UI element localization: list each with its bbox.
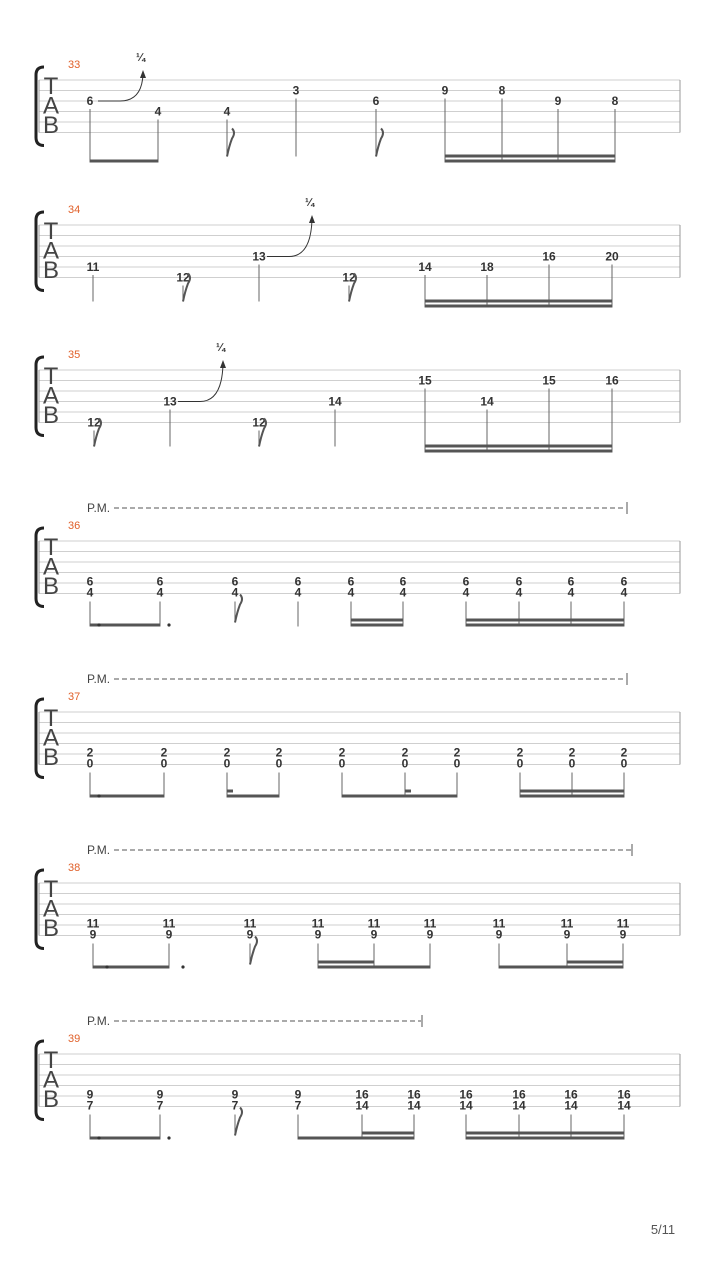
chord-fret-upper: 6 (156, 574, 164, 589)
palm-mute-label: P.M. (87, 501, 111, 515)
chord-fret-lower: 4 (567, 585, 575, 600)
note-beam (466, 624, 624, 627)
fret-number: 9 (554, 94, 562, 108)
fret-number: 20 (605, 249, 619, 264)
chord-fret-upper: 16 (355, 1087, 369, 1102)
note-beam (227, 795, 279, 798)
tab-clef-letter: T (43, 1047, 59, 1074)
chord-fret-lower: 4 (462, 585, 470, 600)
chord-fret-upper: 6 (620, 574, 628, 589)
tab-clef-letter: A (42, 1066, 60, 1094)
fret-number: 12 (252, 415, 266, 430)
chord-fret-upper: 6 (347, 574, 355, 589)
fret-number: 8 (611, 94, 619, 108)
tab-clef-letter: T (43, 705, 59, 732)
tab-clef-letter: B (42, 744, 60, 771)
tab-clef-letter: T (43, 73, 59, 100)
chord-fret-upper: 9 (294, 1087, 302, 1102)
chord-fret-upper: 2 (516, 745, 524, 760)
measure-number: 34 (68, 204, 81, 216)
chord-fret-upper: 16 (564, 1087, 578, 1102)
chord-fret-upper: 6 (515, 574, 523, 589)
chord-fret-lower: 0 (453, 756, 461, 771)
chord-fret-lower: 9 (563, 927, 571, 942)
chord-fret-lower: 4 (620, 585, 628, 600)
chord-fret-lower: 9 (495, 927, 503, 942)
chord-fret-lower: 14 (355, 1098, 369, 1113)
tab-clef-letter: B (42, 915, 60, 942)
bend-amount: ¼ (305, 197, 315, 209)
rhythm-dot (167, 1136, 170, 1139)
note-beam-stub (227, 790, 233, 793)
bend-amount: ¼ (216, 342, 226, 354)
chord-fret-upper: 2 (620, 745, 628, 760)
tab-clef-letter: A (42, 895, 60, 923)
rhythm-dot (167, 623, 170, 626)
note-beam (520, 795, 624, 798)
fret-number: 18 (480, 260, 494, 274)
chord-fret-upper: 11 (560, 916, 574, 931)
bend-amount: ¼ (136, 52, 146, 64)
note-beam (466, 1137, 624, 1140)
fret-number: 9 (441, 83, 449, 98)
tab-clef-letter: T (43, 363, 59, 390)
note-beam (318, 966, 430, 969)
chord-fret-lower: 9 (165, 927, 173, 942)
note-beam (298, 1137, 414, 1140)
note-beam (362, 1132, 414, 1135)
note-beam (425, 305, 612, 308)
rhythm-dot (97, 623, 100, 626)
chord-fret-upper: 9 (86, 1087, 94, 1102)
chord-fret-upper: 2 (160, 745, 168, 760)
fret-number: 8 (498, 83, 506, 98)
chord-fret-lower: 7 (294, 1098, 302, 1113)
chord-fret-lower: 9 (370, 927, 378, 942)
note-beam (425, 450, 612, 453)
tab-clef-letter: A (42, 382, 60, 410)
note-beam (499, 966, 623, 969)
chord-fret-lower: 9 (314, 927, 322, 942)
note-beam (90, 160, 158, 163)
palm-mute-label: P.M. (87, 843, 111, 857)
fret-number: 13 (252, 249, 266, 264)
chord-fret-lower: 0 (338, 756, 346, 771)
note-beam (342, 795, 457, 798)
chord-fret-upper: 2 (453, 745, 461, 760)
chord-fret-upper: 6 (294, 574, 302, 589)
chord-fret-upper: 6 (399, 574, 407, 589)
chord-fret-lower: 4 (156, 585, 164, 600)
chord-fret-lower: 14 (407, 1098, 421, 1113)
chord-fret-upper: 6 (86, 574, 94, 589)
fret-number: 13 (163, 394, 177, 409)
measure-number: 38 (68, 862, 81, 874)
chord-fret-lower: 0 (275, 756, 283, 771)
tab-clef-letter: T (43, 218, 59, 245)
fret-number: 12 (342, 270, 356, 285)
measure-number: 33 (68, 59, 81, 71)
tab-clef-letter: A (42, 553, 60, 581)
chord-fret-lower: 4 (515, 585, 523, 600)
bend-curve (98, 74, 143, 101)
fret-number: 4 (154, 104, 162, 119)
tab-clef-letter: A (42, 92, 60, 120)
chord-fret-upper: 2 (568, 745, 576, 760)
chord-fret-lower: 4 (347, 585, 355, 600)
note-beam (425, 445, 612, 448)
fret-number: 6 (86, 94, 94, 108)
fret-number: 16 (605, 373, 619, 388)
measure-number: 37 (68, 691, 81, 703)
tab-clef-letter: B (42, 402, 60, 429)
chord-fret-lower: 0 (86, 756, 94, 771)
chord-fret-upper: 6 (567, 574, 575, 589)
fret-number: 3 (292, 83, 300, 98)
note-beam (445, 155, 615, 158)
fret-number: 6 (372, 94, 380, 108)
chord-fret-upper: 16 (407, 1087, 421, 1102)
tab-clef-letter: T (43, 876, 59, 903)
bend-arrowhead (309, 215, 315, 223)
rhythm-dot (105, 965, 108, 968)
fret-number: 14 (480, 394, 494, 409)
fret-number: 14 (328, 394, 342, 409)
chord-fret-lower: 0 (160, 756, 168, 771)
measure-number: 39 (68, 1033, 81, 1045)
chord-fret-upper: 9 (156, 1087, 164, 1102)
bend-arrowhead (140, 70, 146, 78)
rhythm-dot (181, 965, 184, 968)
chord-fret-lower: 4 (294, 585, 302, 600)
fret-number: 15 (418, 373, 432, 388)
chord-fret-upper: 11 (616, 916, 630, 931)
chord-fret-lower: 14 (512, 1098, 526, 1113)
fret-number: 14 (418, 260, 432, 274)
chord-fret-upper: 2 (86, 745, 94, 760)
chord-fret-lower: 9 (89, 927, 97, 942)
tab-clef-letter: B (42, 1086, 60, 1113)
chord-fret-upper: 6 (462, 574, 470, 589)
tab-clef-letter: T (43, 534, 59, 561)
chord-fret-lower: 14 (459, 1098, 473, 1113)
chord-fret-upper: 11 (162, 916, 176, 931)
chord-fret-upper: 6 (231, 574, 239, 589)
note-beam (445, 160, 615, 163)
chord-fret-upper: 2 (401, 745, 409, 760)
bend-arrowhead (220, 360, 226, 368)
palm-mute-label: P.M. (87, 672, 111, 686)
note-beam (567, 961, 623, 964)
tab-clef-letter: B (42, 257, 60, 284)
note-beam (466, 1132, 624, 1135)
tab-clef-letter: B (42, 112, 60, 139)
measure-number: 35 (68, 349, 81, 361)
chord-fret-lower: 4 (399, 585, 407, 600)
measure-number: 36 (68, 520, 81, 532)
fret-number: 12 (176, 270, 190, 285)
note-beam (351, 619, 403, 622)
fret-number: 16 (542, 249, 556, 264)
chord-fret-upper: 16 (459, 1087, 473, 1102)
fret-number: 15 (542, 373, 556, 388)
note-beam (425, 300, 612, 303)
rhythm-dot (97, 1136, 100, 1139)
note-beam (93, 966, 169, 969)
note-beam (466, 619, 624, 622)
chord-fret-lower: 9 (246, 927, 254, 942)
chord-fret-lower: 7 (156, 1098, 164, 1113)
note-beam (90, 795, 164, 798)
tab-clef-letter: A (42, 724, 60, 752)
chord-fret-lower: 4 (231, 585, 239, 600)
fret-number: 4 (223, 104, 231, 119)
rhythm-dot (97, 794, 100, 797)
tab-clef-letter: A (42, 237, 60, 265)
chord-fret-upper: 2 (275, 745, 283, 760)
chord-fret-upper: 16 (617, 1087, 631, 1102)
chord-fret-lower: 9 (619, 927, 627, 942)
chord-fret-lower: 0 (620, 756, 628, 771)
chord-fret-lower: 9 (426, 927, 434, 942)
chord-fret-lower: 0 (516, 756, 524, 771)
chord-fret-lower: 0 (401, 756, 409, 771)
fret-number: 12 (87, 415, 101, 430)
chord-fret-upper: 9 (231, 1087, 239, 1102)
chord-fret-lower: 0 (568, 756, 576, 771)
chord-fret-lower: 14 (564, 1098, 578, 1113)
chord-fret-lower: 14 (617, 1098, 631, 1113)
fret-number: 11 (86, 260, 100, 274)
tab-clef-letter: B (42, 573, 60, 600)
note-beam (520, 790, 624, 793)
chord-fret-lower: 7 (86, 1098, 94, 1113)
note-beam (351, 624, 403, 627)
chord-fret-lower: 7 (231, 1098, 239, 1113)
note-beam-stub (405, 790, 411, 793)
page-number: 5/11 (650, 1222, 676, 1237)
chord-fret-upper: 11 (492, 916, 506, 931)
chord-fret-upper: 11 (367, 916, 381, 931)
chord-fret-upper: 2 (223, 745, 231, 760)
chord-fret-upper: 11 (423, 916, 437, 931)
chord-fret-upper: 11 (243, 916, 257, 931)
chord-fret-upper: 11 (311, 916, 325, 931)
note-beam (318, 961, 374, 964)
chord-fret-upper: 16 (512, 1087, 526, 1102)
chord-fret-lower: 4 (86, 585, 94, 600)
chord-fret-upper: 2 (338, 745, 346, 760)
chord-fret-lower: 0 (223, 756, 231, 771)
palm-mute-label: P.M. (87, 1014, 111, 1028)
chord-fret-upper: 11 (86, 916, 100, 931)
